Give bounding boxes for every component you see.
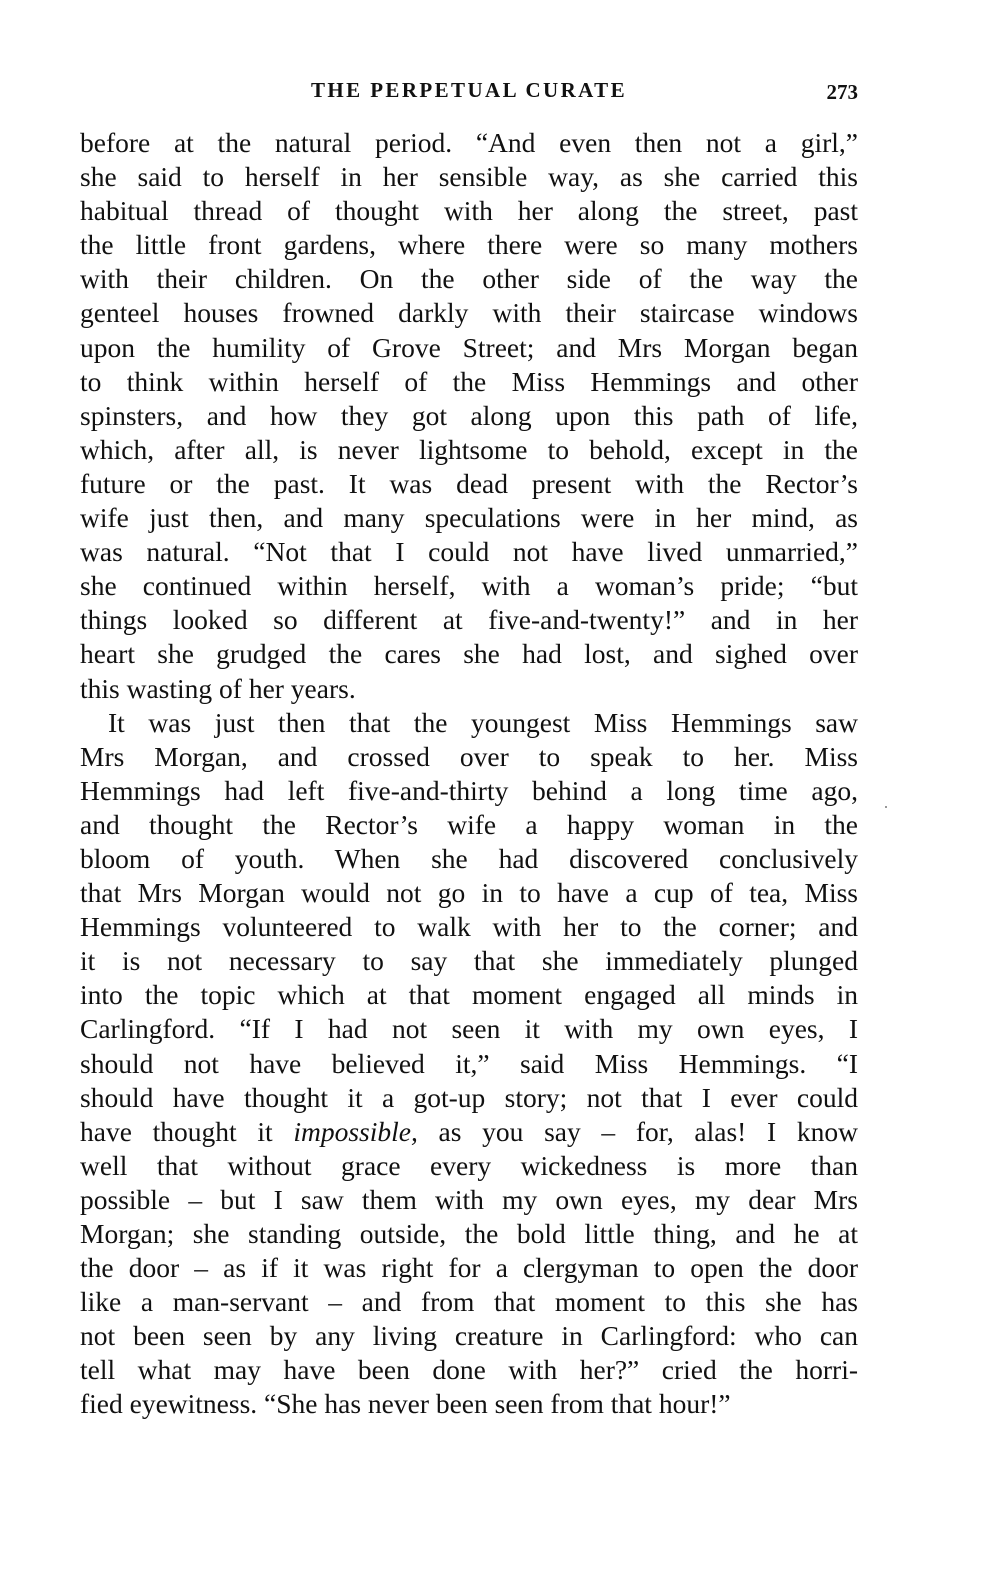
- text-line: to think within herself of the Miss Hemmings and other: [80, 365, 858, 397]
- text-line: into the topic which at that moment engaged all minds in: [80, 979, 858, 1011]
- text-line: possible – but I saw them with my own eyes, my dear Mrs: [80, 1183, 858, 1215]
- text-line: the little front gardens, where there were so many mothers: [80, 229, 858, 261]
- text-line: tell what may have been done with her?” cried the horri-: [80, 1354, 858, 1386]
- italic-word: impossible,: [293, 1115, 418, 1147]
- text-line: heart she grudged the cares she had lost, and sighed over: [80, 638, 858, 670]
- text-line: the door – as if it was right for a clergyman to open the door: [80, 1252, 858, 1284]
- body-text: [80, 126, 858, 1422]
- running-title: THE PERPETUAL CURATE: [311, 78, 627, 102]
- text-line: she continued within herself, with a woman’s pride; “but: [80, 570, 858, 602]
- text-line: with their children. On the other side of the way the: [80, 263, 858, 295]
- text-line: future or the past. It was dead present with the Rector’s: [80, 467, 858, 499]
- text-line: Morgan; she standing outside, the bold little thing, and he at: [80, 1218, 858, 1249]
- text-line: upon the humility of Grove Street; and Mrs Morgan began: [80, 331, 858, 363]
- running-head: [80, 78, 858, 108]
- text-line: should have thought it a got-up story; not that I ever could: [80, 1081, 858, 1113]
- text-line: things looked so different at five-and-twenty!” and in her: [80, 604, 858, 636]
- text-line: it is not necessary to say that she immediately plunged: [80, 945, 858, 977]
- text-line: genteel houses frowned darkly with their staircase windows: [80, 297, 858, 329]
- text-line: well that without grace every wickedness is more than: [80, 1149, 858, 1181]
- text-line: which, after all, is never lightsome to behold, except in the: [80, 433, 858, 465]
- text-line: fied eyewitness. “She has never been seen from that hour!”: [80, 1388, 731, 1420]
- text-line: this wasting of her years.: [80, 672, 356, 704]
- text-line: was natural. “Not that I could not have lived unmarried,”: [80, 536, 858, 568]
- text-line: should not have believed it,” said Miss Hemmings. “I: [80, 1047, 858, 1079]
- text-line: like a man-servant – and from that moment to this she has: [80, 1286, 858, 1318]
- text-line: Carlingford. “If I had not seen it with my own eyes, I: [80, 1013, 858, 1045]
- text-line: that Mrs Morgan would not go in to have a cup of tea, Miss: [80, 877, 858, 909]
- text-line: Hemmings volunteered to walk with her to the corner; and: [80, 911, 858, 943]
- text-segment: have thought it: [80, 1115, 294, 1147]
- text-line: before at the natural period. “And even then not a girl,”: [80, 127, 858, 158]
- text-line: habitual thread of thought with her along the street, past: [80, 195, 858, 227]
- text-line: and thought the Rector’s wife a happy woman in the: [80, 808, 858, 840]
- scan-speck: [885, 806, 887, 808]
- text-line: not been seen by any living creature in Carlingford: who can: [80, 1320, 858, 1352]
- paragraph-first-line: It was just then that the youngest Miss Hemmings saw: [108, 706, 858, 738]
- text-segment: as you say – for, alas! I know: [417, 1115, 858, 1147]
- text-line: Hemmings had left five-and-thirty behind a long time ago,: [80, 774, 858, 806]
- text-line: bloom of youth. When she had discovered conclusively: [80, 842, 858, 874]
- text-line-with-italic: [80, 1115, 858, 1149]
- page-number: 273: [826, 80, 858, 104]
- text-line: she said to herself in her sensible way, as she carried this: [80, 161, 858, 193]
- text-line: wife just then, and many speculations were in her mind, as: [80, 502, 858, 534]
- text-line: spinsters, and how they got along upon this path of life,: [80, 399, 858, 431]
- text-line: Mrs Morgan, and crossed over to speak to her. Miss: [80, 740, 858, 772]
